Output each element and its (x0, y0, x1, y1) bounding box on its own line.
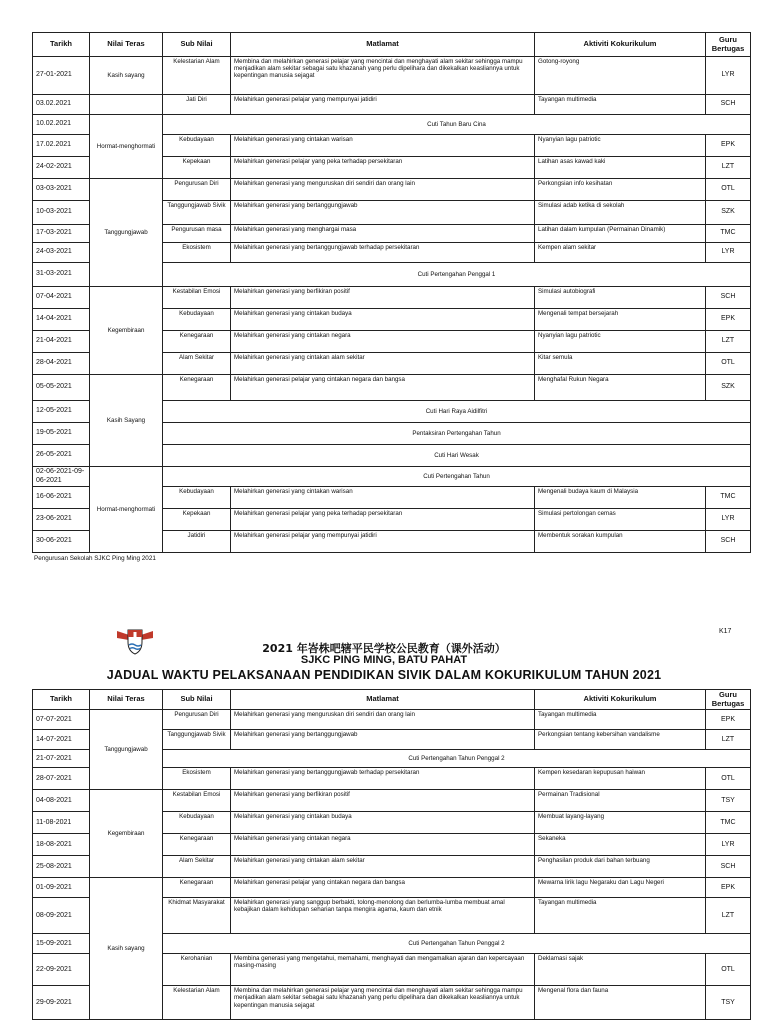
aktiviti-cell: Membentuk sorakan kumpulan (535, 531, 706, 553)
aktiviti-cell: Penghasilan produk dari bahan terbuang (535, 856, 706, 878)
date-cell: 18-08-2021 (33, 834, 90, 856)
guru-cell: OTL (706, 353, 751, 375)
matlamat-cell: Membina generasi yang mengetahui, memahami, menghayati dan mengamalkan ajaran dan kepercayaan masing-masing (231, 954, 535, 986)
holiday-note: Cuti Tahun Baru Cina (163, 115, 751, 135)
guru-cell: LYR (706, 243, 751, 263)
sub-nilai-cell: Kepekaan (163, 509, 231, 531)
holiday-note: Cuti Pertengahan Tahun (163, 467, 751, 487)
sub-nilai-cell: Kelestarian Alam (163, 986, 231, 1020)
date-cell: 17-03-2021 (33, 225, 90, 243)
sub-nilai-cell: Jati Diri (163, 95, 231, 115)
matlamat-cell: Membina dan melahirkan generasi pelajar yang mencintai dan menghayati alam sekitar sehingga mampu menjadikan alam sekitar sebagai satu khazanah yang perlu dipelihara dan dikekalkan keasliannya untuk kepentingan manusia sejagat (231, 986, 535, 1020)
schedule-table-2 (32, 689, 751, 1020)
matlamat-cell: Melahirkan generasi yang menguruskan diri sendiri dan orang lain (231, 710, 535, 730)
date-cell: 01-09-2021 (33, 878, 90, 898)
nilai-cell: Kasih sayang (90, 57, 163, 95)
guru-cell: EPK (706, 309, 751, 331)
sub-nilai-cell: Pengurusan Diri (163, 710, 231, 730)
guru-cell: SCH (706, 287, 751, 309)
guru-cell: LZT (706, 730, 751, 750)
table-header-row (33, 33, 751, 57)
holiday-note: Cuti Pertengahan Tahun Penggal 2 (163, 934, 751, 954)
guru-cell: SZK (706, 375, 751, 401)
date-cell: 07-07-2021 (33, 710, 90, 730)
holiday-note: Pentaksiran Pertengahan Tahun (163, 423, 751, 445)
matlamat-cell: Melahirkan generasi yang berfikiran positif (231, 790, 535, 812)
aktiviti-cell: Mengenali tempat bersejarah (535, 309, 706, 331)
matlamat-cell: Melahirkan generasi pelajar yang cintakan negara dan bangsa (231, 878, 535, 898)
date-cell: 10-03-2021 (33, 201, 90, 225)
title-schedule: JADUAL WAKTU PELAKSANAAN PENDIDIKAN SIVIK DALAM KOKURIKULUM TAHUN 2021 (106, 668, 662, 682)
matlamat-cell: Melahirkan generasi yang cintakan alam sekitar (231, 856, 535, 878)
nilai-cell: Kegembiraan (90, 287, 163, 375)
guru-cell: OTL (706, 954, 751, 986)
guru-cell: OTL (706, 768, 751, 790)
guru-cell: LYR (706, 57, 751, 95)
matlamat-cell: Melahirkan generasi yang bertanggungjawab terhadap persekitaran (231, 768, 535, 790)
table-row (33, 375, 751, 401)
matlamat-cell: Melahirkan generasi yang cintakan budaya (231, 812, 535, 834)
date-cell: 08-09-2021 (33, 898, 90, 934)
table-row (33, 95, 751, 115)
header-aktiviti: Aktiviti Kokurikulum (535, 33, 706, 57)
nilai-cell: Kasih Sayang (90, 375, 163, 467)
header-matlamat: Matlamat (231, 690, 535, 710)
date-cell: 29-09-2021 (33, 986, 90, 1020)
matlamat-cell: Melahirkan generasi yang cintakan warisan (231, 135, 535, 157)
matlamat-cell: Melahirkan generasi pelajar yang peka terhadap persekitaran (231, 509, 535, 531)
sub-nilai-cell: Kepekaan (163, 157, 231, 179)
table-header-row (33, 690, 751, 710)
guru-cell: TSY (706, 790, 751, 812)
table-row (33, 710, 751, 730)
guru-cell: LZT (706, 331, 751, 353)
aktiviti-cell: Nyanyian lagu patriotic (535, 135, 706, 157)
aktiviti-cell: Mewarna lirik lagu Negaraku dan Lagu Negeri (535, 878, 706, 898)
table-row (33, 878, 751, 898)
date-cell: 31-03-2021 (33, 263, 90, 287)
date-cell: 25-08-2021 (33, 856, 90, 878)
matlamat-cell: Melahirkan generasi pelajar yang mempunyai jatidiri (231, 95, 535, 115)
date-cell: 30-06-2021 (33, 531, 90, 553)
date-cell: 28-04-2021 (33, 353, 90, 375)
table-row (33, 467, 751, 487)
nilai-cell: Hormat-menghormati (90, 467, 163, 553)
date-cell: 02-06-2021-09-06-2021 (33, 467, 90, 487)
nilai-cell: Kegembiraan (90, 790, 163, 878)
holiday-note: Cuti Pertengahan Tahun Penggal 2 (163, 750, 751, 768)
table-row (33, 57, 751, 95)
table-row (33, 115, 751, 135)
matlamat-cell: Melahirkan generasi yang cintakan negara (231, 331, 535, 353)
date-cell: 27-01-2021 (33, 57, 90, 95)
aktiviti-cell: Deklamasi sajak (535, 954, 706, 986)
date-cell: 11-08-2021 (33, 812, 90, 834)
sub-nilai-cell: Kerohanian (163, 954, 231, 986)
sub-nilai-cell: Kestabilan Emosi (163, 287, 231, 309)
guru-cell: OTL (706, 179, 751, 201)
holiday-note: Cuti Hari Wesak (163, 445, 751, 467)
matlamat-cell: Melahirkan generasi yang menguruskan diri sendiri dan orang lain (231, 179, 535, 201)
guru-cell: EPK (706, 135, 751, 157)
sub-nilai-cell: Tanggungjawab Sivik (163, 201, 231, 225)
date-cell: 03.02.2021 (33, 95, 90, 115)
date-cell: 10.02.2021 (33, 115, 90, 135)
footnote: Pengurusan Sekolah SJKC Ping Ming 2021 (34, 555, 156, 562)
title-chinese: 2021 年峇株吧辖平民学校公民教育（课外活动） (262, 642, 506, 655)
date-cell: 05-05-2021 (33, 375, 90, 401)
sub-nilai-cell: Ekosistem (163, 768, 231, 790)
matlamat-cell: Melahirkan generasi yang bertanggungjawab (231, 730, 535, 750)
sub-nilai-cell: Ekosistem (163, 243, 231, 263)
date-cell: 04-08-2021 (33, 790, 90, 812)
aktiviti-cell: Perkongsian info kesihatan (535, 179, 706, 201)
aktiviti-cell: Menghafal Rukun Negara (535, 375, 706, 401)
date-cell: 23-06-2021 (33, 509, 90, 531)
matlamat-cell: Melahirkan generasi pelajar yang cintakan negara dan bangsa (231, 375, 535, 401)
nilai-cell: Tanggungjawab (90, 179, 163, 287)
header-guru: Guru Bertugas (706, 33, 751, 57)
nilai-cell: Tanggungjawab (90, 710, 163, 790)
nilai-cell: Kasih sayang (90, 878, 163, 1020)
date-cell: 19-05-2021 (33, 423, 90, 445)
sub-nilai-cell: Kebudayaan (163, 487, 231, 509)
aktiviti-cell: Tayangan multimedia (535, 898, 706, 934)
aktiviti-cell: Mengenali budaya kaum di Malaysia (535, 487, 706, 509)
date-cell: 15-09-2021 (33, 934, 90, 954)
matlamat-cell: Melahirkan generasi yang menghargai masa (231, 225, 535, 243)
aktiviti-cell: Tayangan multimedia (535, 95, 706, 115)
aktiviti-cell: Sekaneka (535, 834, 706, 856)
guru-cell: SCH (706, 95, 751, 115)
guru-cell: TMC (706, 487, 751, 509)
table-row (33, 287, 751, 309)
sub-nilai-cell: Kenegaraan (163, 834, 231, 856)
matlamat-cell: Membina dan melahirkan generasi pelajar yang mencintai dan menghayati alam sekitar sehingga mampu menjadikan alam sekitar sebagai satu khazanah yang perlu dipelihara dan dikekalkan keasliannya untuk kepentingan manusia sejagat (231, 57, 535, 95)
matlamat-cell: Melahirkan generasi pelajar yang peka terhadap persekitaran (231, 157, 535, 179)
aktiviti-cell: Kitar semula (535, 353, 706, 375)
holiday-note: Cuti Hari Raya Aidilfitri (163, 401, 751, 423)
date-cell: 28-07-2021 (33, 768, 90, 790)
matlamat-cell: Melahirkan generasi yang cintakan negara (231, 834, 535, 856)
header-nilai-teras: Nilai Teras (90, 33, 163, 57)
sub-nilai-cell: Kelestarian Alam (163, 57, 231, 95)
aktiviti-cell: Nyanyian lagu patriotic (535, 331, 706, 353)
nilai-cell: Hormat-menghormati (90, 115, 163, 179)
header-aktiviti: Aktiviti Kokurikulum (535, 690, 706, 710)
sub-nilai-cell: Pengurusan masa (163, 225, 231, 243)
sub-nilai-cell: Kenegaraan (163, 375, 231, 401)
aktiviti-cell: Latihan asas kawad kaki (535, 157, 706, 179)
table-row (33, 179, 751, 201)
sub-nilai-cell: Jatidiri (163, 531, 231, 553)
date-cell: 17.02.2021 (33, 135, 90, 157)
header-sub-nilai: Sub Nilai (163, 690, 231, 710)
header-nilai-teras: Nilai Teras (90, 690, 163, 710)
date-cell: 16-06-2021 (33, 487, 90, 509)
date-cell: 26-05-2021 (33, 445, 90, 467)
sub-nilai-cell: Kebudayaan (163, 309, 231, 331)
date-cell: 03-03-2021 (33, 179, 90, 201)
sub-nilai-cell: Kebudayaan (163, 135, 231, 157)
guru-cell: LYR (706, 834, 751, 856)
aktiviti-cell: Kempen alam sekitar (535, 243, 706, 263)
aktiviti-cell: Kempen kesedaran kepupusan haiwan (535, 768, 706, 790)
sub-nilai-cell: Kenegaraan (163, 331, 231, 353)
matlamat-cell: Melahirkan generasi pelajar yang mempunyai jatidiri (231, 531, 535, 553)
guru-cell: EPK (706, 710, 751, 730)
date-cell: 24-02-2021 (33, 157, 90, 179)
aktiviti-cell: Permainan Tradisional (535, 790, 706, 812)
matlamat-cell: Melahirkan generasi yang sanggup berbakti, tolong-menolong dan berlumba-lumba membuat amal kebajikan dalam kehidupan seharian tanpa mengira agama, kaum dan etnik (231, 898, 535, 934)
sub-nilai-cell: Kenegaraan (163, 878, 231, 898)
sub-nilai-cell: Alam Sekitar (163, 353, 231, 375)
schedule-table-1 (32, 32, 751, 553)
matlamat-cell: Melahirkan generasi yang bertanggungjawab terhadap persekitaran (231, 243, 535, 263)
date-cell: 21-04-2021 (33, 331, 90, 353)
aktiviti-cell: Latihan dalam kumpulan (Permainan Dinamik) (535, 225, 706, 243)
sub-nilai-cell: Tanggungjawab Sivik (163, 730, 231, 750)
aktiviti-cell: Gotong-royong (535, 57, 706, 95)
header-sub-nilai: Sub Nilai (163, 33, 231, 57)
sub-nilai-cell: Khidmat Masyarakat (163, 898, 231, 934)
aktiviti-cell: Membuat layang-layang (535, 812, 706, 834)
header-matlamat: Matlamat (231, 33, 535, 57)
holiday-note: Cuti Pertengahan Penggal 1 (163, 263, 751, 287)
aktiviti-cell: Perkongsian tentang kebersihan vandalisme (535, 730, 706, 750)
guru-cell: LZT (706, 157, 751, 179)
guru-cell: EPK (706, 878, 751, 898)
guru-cell: SCH (706, 856, 751, 878)
guru-cell: TMC (706, 812, 751, 834)
guru-cell: SZK (706, 201, 751, 225)
sub-nilai-cell: Kestabilan Emosi (163, 790, 231, 812)
aktiviti-cell: Simulasi pertolongan cemas (535, 509, 706, 531)
guru-cell: TSY (706, 986, 751, 1020)
title-school: SJKC PING MING, BATU PAHAT (300, 654, 468, 666)
matlamat-cell: Melahirkan generasi yang bertanggungjawab (231, 201, 535, 225)
guru-cell: LZT (706, 898, 751, 934)
sub-nilai-cell: Kebudayaan (163, 812, 231, 834)
aktiviti-cell: Tayangan multimedia (535, 710, 706, 730)
matlamat-cell: Melahirkan generasi yang cintakan alam sekitar (231, 353, 535, 375)
date-cell: 14-04-2021 (33, 309, 90, 331)
aktiviti-cell: Simulasi autobiografi (535, 287, 706, 309)
matlamat-cell: Melahirkan generasi yang cintakan budaya (231, 309, 535, 331)
sub-nilai-cell: Pengurusan Diri (163, 179, 231, 201)
header-tarikh: Tarikh (33, 33, 90, 57)
page-code: K17 (719, 628, 732, 635)
matlamat-cell: Melahirkan generasi yang berfikiran positif (231, 287, 535, 309)
date-cell: 24-03-2021 (33, 243, 90, 263)
aktiviti-cell: Mengenal flora dan fauna (535, 986, 706, 1020)
guru-cell: TMC (706, 225, 751, 243)
date-cell: 12-05-2021 (33, 401, 90, 423)
table-row (33, 790, 751, 812)
header-tarikh: Tarikh (33, 690, 90, 710)
date-cell: 21-07-2021 (33, 750, 90, 768)
date-cell: 22-09-2021 (33, 954, 90, 986)
guru-cell: LYR (706, 509, 751, 531)
nilai-cell (90, 95, 163, 115)
header-guru: Guru Bertugas (706, 690, 751, 710)
sub-nilai-cell: Alam Sekitar (163, 856, 231, 878)
guru-cell: SCH (706, 531, 751, 553)
date-cell: 14-07-2021 (33, 730, 90, 750)
aktiviti-cell: Simulasi adab ketika di sekolah (535, 201, 706, 225)
date-cell: 07-04-2021 (33, 287, 90, 309)
matlamat-cell: Melahirkan generasi yang cintakan warisan (231, 487, 535, 509)
